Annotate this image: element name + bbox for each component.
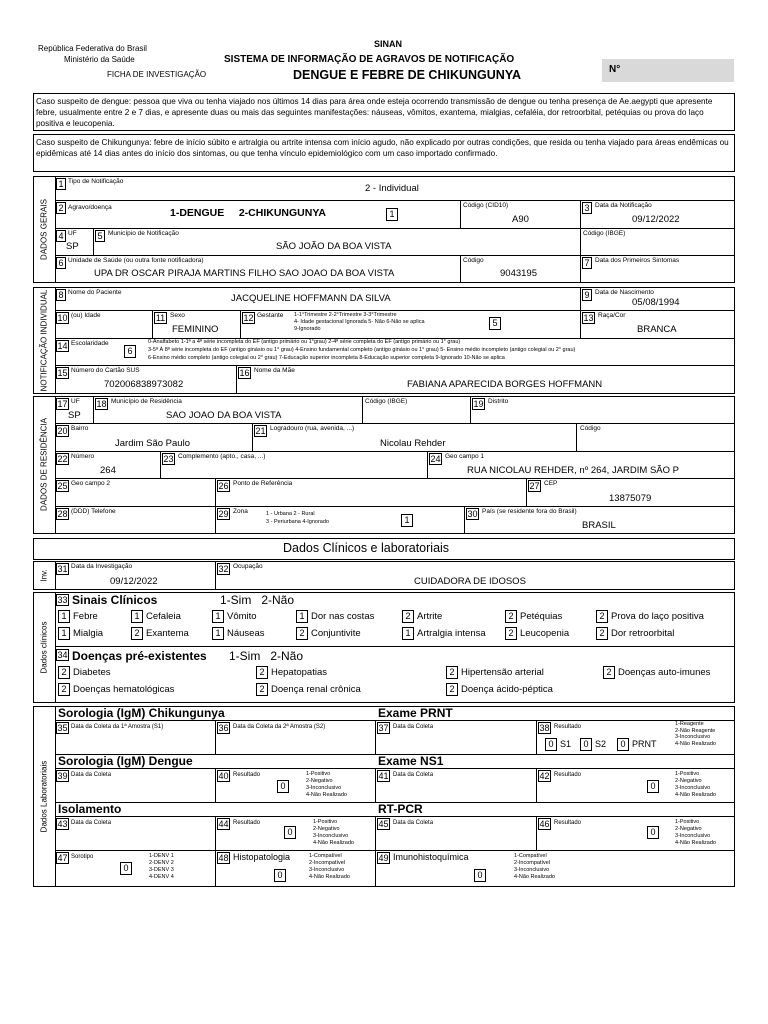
res-uf-value[interactable]: SP xyxy=(68,410,81,421)
patient-name-label: Nome do Paciente xyxy=(68,289,122,296)
pregnancy-value[interactable]: 5 xyxy=(489,317,501,330)
sign-checkbox[interactable]: 1 xyxy=(212,610,224,623)
sign-label: Artrite xyxy=(417,611,443,622)
country-label: País (se residente fora do Brasil) xyxy=(482,508,577,515)
disease-checkbox[interactable]: 2 xyxy=(603,666,615,679)
country-value[interactable]: BRASIL xyxy=(582,520,616,531)
geo1-label: Geo campo 1 xyxy=(445,453,485,460)
prnt-result-text: PRNT xyxy=(632,739,657,749)
disease-label: Hepatopatias xyxy=(271,667,327,678)
disease-label: Agravo/doença xyxy=(68,204,112,211)
disease-value[interactable]: 1 xyxy=(386,208,398,221)
pregnancy-label: Gestante xyxy=(257,312,284,319)
s1-date-label: Data da Coleta da 1ª Amostra (S1) xyxy=(71,724,164,730)
disease-checkbox[interactable]: 2 xyxy=(446,683,458,696)
cep-label: CEP xyxy=(544,480,558,487)
sign-label: Mialgia xyxy=(73,628,104,639)
education-options-2: 3-5ª À 8ª série incompleta do EF (antigo ginásio ou 1° grau) 4-Ensino fundamental completo (antigo ginásio ou 1° grau) 5- Ensino médio incompleto (antigo colegial ou 2° grau) xyxy=(148,347,576,353)
prnt-result-legend: 1-Reagente 2-Não Reagente 3-Inconclusivo 4-Não Realizado xyxy=(675,721,716,747)
geo2-label: Geo campo 2 xyxy=(71,480,111,487)
uf-value[interactable]: SP xyxy=(66,241,79,252)
section-label-notif: NOTIFICAÇÃO INDIVIDUAL xyxy=(39,289,49,392)
pregnancy-options-3: 9-Ignorado xyxy=(294,326,321,332)
histopathology-value[interactable]: 0 xyxy=(274,869,286,882)
sus-card-value[interactable]: 702006838973082 xyxy=(104,379,184,390)
s1-result-value[interactable]: 0 xyxy=(545,738,557,751)
sign-label: Artralgia intensa xyxy=(417,628,486,639)
disease-checkbox[interactable]: 2 xyxy=(446,666,458,679)
health-unit-label: Unidade de Saúde (ou outra fonte notificadora) xyxy=(68,257,204,264)
record-number-label: N° xyxy=(609,64,621,75)
serotype-legend: 1-DENV 1 2-DENV 2 3-DENV 3 4-DENV 4 xyxy=(149,853,174,880)
number-label: Número xyxy=(71,453,95,460)
sign-label: Febre xyxy=(73,611,98,622)
investigation-date-label: Data da Investigação xyxy=(71,563,133,570)
complement-label: Complemento (apto., casa, ...) xyxy=(178,453,266,460)
birth-date-value[interactable]: 05/08/1994 xyxy=(632,297,680,308)
age-label: (ou) Idade xyxy=(71,312,101,319)
sign-label: Exantema xyxy=(146,628,189,639)
system-title: SISTEMA DE INFORMAÇÃO DE AGRAVOS DE NOTIFICAÇÃO xyxy=(224,54,515,65)
sign-checkbox[interactable]: 2 xyxy=(596,627,608,640)
notification-type-value[interactable]: 2 - Individual xyxy=(365,183,419,194)
prnt-title: Exame PRNT xyxy=(378,706,453,720)
signs-legend: 1-Sim 2-Não xyxy=(220,593,295,607)
s1-result-label: S1 xyxy=(560,739,572,749)
record-number-box[interactable] xyxy=(602,59,734,82)
res-uf-label: UF xyxy=(71,398,80,405)
health-unit-value[interactable]: UPA DR OSCAR PIRAJA MARTINS FILHO SAO JOAO DA BOA VISTA xyxy=(94,268,395,279)
notification-date-label: Data da Notificação xyxy=(595,202,652,209)
s2-result-label: S2 xyxy=(595,739,607,749)
rtpcr-result-legend: 1-Positivo 2-Negativo 3-Inconclusivo 4-Não Realizado xyxy=(675,819,716,846)
disease-label: Hipertensão arterial xyxy=(461,667,544,678)
serotype-value[interactable]: 0 xyxy=(120,862,132,875)
geo1-value[interactable]: RUA NICOLAU REHDER, nº 264, JARDIM SÃO P xyxy=(467,465,679,476)
form-title: DENGUE E FEBRE DE CHIKUNGUNYA xyxy=(293,68,522,82)
mother-name-label: Nome da Mãe xyxy=(254,367,295,374)
zone-options-2: 3 - Periurbana 4-Ignorado xyxy=(266,519,329,525)
sign-label: Dor nas costas xyxy=(311,611,375,622)
dengue-result-legend: 1-Positivo 2-Negativo 3-Inconclusivo 4-Não Realizado xyxy=(306,771,347,798)
race-value[interactable]: BRANCA xyxy=(637,324,677,335)
dengue-date-label: Data da Coleta xyxy=(71,772,112,778)
neighborhood-value[interactable]: Jardim São Paulo xyxy=(115,438,190,449)
prnt-result-value[interactable]: 0 xyxy=(617,738,629,751)
disease-checkbox[interactable]: 2 xyxy=(58,666,70,679)
neighborhood-label: Bairro xyxy=(71,425,89,432)
sign-checkbox[interactable]: 2 xyxy=(505,627,517,640)
disease-options: 1-DENGUE 2-CHIKUNGUNYA xyxy=(170,207,326,219)
municipality-label: Município de Notificação xyxy=(108,230,179,237)
reference-label: Ponto de Referência xyxy=(233,480,293,487)
prnt-date-label: Data da Coleta xyxy=(393,724,434,730)
cid-value[interactable]: A90 xyxy=(512,214,529,225)
res-ibge-label: Código (IBGE) xyxy=(365,398,408,405)
rtpcr-date-label: Data da Coleta xyxy=(393,820,434,826)
disease-checkbox[interactable]: 2 xyxy=(58,683,70,696)
immunohistochemistry-legend: 1-Compatível 2-Incompatível 3-Inconclusivo 4-Não Realizado xyxy=(514,853,555,880)
sign-label: Dor retroorbital xyxy=(611,628,675,639)
isolation-result-label: Resultado xyxy=(233,820,261,826)
rtpcr-title: RT-PCR xyxy=(378,802,423,816)
isolation-result-value[interactable]: 0 xyxy=(284,826,296,839)
sign-checkbox[interactable]: 1 xyxy=(212,627,224,640)
ns1-result-legend: 1-Positivo 2-Negativo 3-Inconclusivo 4-Não Realizado xyxy=(675,771,716,798)
occupation-value[interactable]: CUIDADORA DE IDOSOS xyxy=(414,576,526,587)
street-code-label: Código xyxy=(580,425,601,432)
sign-checkbox[interactable]: 1 xyxy=(402,627,414,640)
res-municipality-label: Município de Residência xyxy=(111,398,182,405)
ns1-title: Exame NS1 xyxy=(378,754,444,768)
rtpcr-result-label: Resultado xyxy=(554,820,582,826)
disease-label: Doenças hematológicas xyxy=(73,684,175,695)
first-symptoms-label: Data dos Primeiros Sintomas xyxy=(595,257,680,264)
section-label-inv: Inv. xyxy=(39,569,49,582)
zone-value[interactable]: 1 xyxy=(401,514,413,527)
street-value[interactable]: Nicolau Rehder xyxy=(380,438,446,449)
sign-label: Náuseas xyxy=(227,628,265,639)
diseases-title: Doenças pré-existentes xyxy=(72,649,207,663)
education-value[interactable]: 6 xyxy=(124,345,136,358)
sign-checkbox[interactable]: 1 xyxy=(58,610,70,623)
gov-line-2: Ministério da Saúde xyxy=(64,55,135,64)
notification-type-label: Tipo de Notificação xyxy=(68,178,124,185)
section-label-clin: Dados clínicos xyxy=(39,621,49,674)
disease-checkbox[interactable]: 2 xyxy=(256,666,268,679)
sex-label: Sexo xyxy=(170,312,185,319)
street-label: Logradouro (rua, avenida, ...) xyxy=(270,425,355,432)
ns1-result-label: Resultado xyxy=(554,772,582,778)
sus-card-label: Número do Cartão SUS xyxy=(71,367,140,374)
sign-label: Leucopenia xyxy=(520,628,570,639)
s2-date-label: Data da Coleta da 2ª Amostra (S2) xyxy=(233,724,326,730)
serotype-label: Sorotipo xyxy=(71,854,94,860)
section-label-gerais: DADOS GERAIS xyxy=(39,199,49,260)
sign-label: Cefaleia xyxy=(146,611,181,622)
section-label-resid: DADOS DE RESIDÊNCIA xyxy=(39,418,49,511)
district-label: Distrito xyxy=(488,398,509,405)
cep-value[interactable]: 13875079 xyxy=(609,493,652,504)
immunohistochemistry-label: Imunohistoquímica xyxy=(393,852,469,862)
zone-options-1: 1 - Urbana 2 - Rural xyxy=(266,511,315,517)
mother-name-value[interactable]: FABIANA APARECIDA BORGES HOFFMANN xyxy=(407,379,603,390)
sign-label: Conjuntivite xyxy=(311,628,361,639)
isolation-title: Isolamento xyxy=(58,802,122,816)
s2-result-value[interactable]: 0 xyxy=(580,738,592,751)
disease-label: Diabetes xyxy=(73,667,111,678)
immunohistochemistry-value[interactable]: 0 xyxy=(474,869,486,882)
education-options-1: 0-Analfabeto 1-1ª a 4ª série incompleta do EF (antigo primário ou 1°grau) 2-4ª série completa do EF (antigo primário ou 1° grau) xyxy=(148,339,461,345)
disease-label: Doenças auto-imunes xyxy=(618,667,711,678)
isolation-result-legend: 1-Positivo 2-Negativo 3-Inconclusivo 4-Não Realizado xyxy=(313,819,354,846)
form-type: FICHA DE INVESTIGAÇÃO xyxy=(107,70,207,79)
birth-date-label: Data de Nascimento xyxy=(595,289,654,296)
phone-label: (DDD) Telefone xyxy=(71,508,116,515)
section-label-lab: Dados Laboratoriais xyxy=(39,760,49,833)
dengue-result-value[interactable]: 0 xyxy=(277,780,289,793)
histopathology-legend: 1-Compatível 2-Incompatível 3-Inconclusivo 4-Não Realizado xyxy=(309,853,350,880)
disease-label: Doença renal crônica xyxy=(271,684,361,695)
ibge-label: Código (IBGE) xyxy=(583,230,626,237)
sex-value[interactable]: FEMININO xyxy=(172,324,219,335)
sign-checkbox[interactable]: 1 xyxy=(58,627,70,640)
gov-line-1: República Federativa do Brasil xyxy=(38,44,147,53)
disease-label: Doença ácido-péptica xyxy=(461,684,553,695)
clinical-title: Dados Clínicos e laboratoriais xyxy=(283,541,450,555)
disease-checkbox[interactable]: 2 xyxy=(256,683,268,696)
sign-checkbox[interactable]: 2 xyxy=(131,627,143,640)
isolation-date-label: Data da Coleta xyxy=(71,820,112,826)
sign-checkbox[interactable]: 2 xyxy=(505,610,517,623)
chik-definition: Caso suspeito de Chikungunya: febre de início súbito e artralgia ou artrite intensa com início agudo, não explicado por outras condições, que resida ou tenha viajado para áreas endêmicas ou epidêmicas até 14 dias antes do início dos sintomas, ou que tenha vínculo epidemiológico com um caso importado confirmado. xyxy=(36,138,729,158)
sign-checkbox[interactable]: 1 xyxy=(131,610,143,623)
diseases-legend: 1-Sim 2-Não xyxy=(229,649,304,663)
sign-label: Prova do laço positiva xyxy=(611,611,704,622)
education-options-3: 6-Ensino médio completo (antigo colegial ou 2° grau) 7-Educação superior incompleta 8-Educação superior completa 9-Ignorado 10-Não se aplica xyxy=(148,355,505,361)
sign-checkbox[interactable]: 1 xyxy=(296,610,308,623)
dengue-definition: Caso suspeito de dengue: pessoa que viva ou tenha viajado nos últimos 14 dias para área onde esteja ocorrendo transmissão de dengue ou tenha presença de Ae.aegypti que apresente febre, usualmente entre 2 e 7 dias, e apresente duas ou mais das seguintes manifestações: náuseas, vômitos, exantema, mialgias, cefaléia, dor retroorbital, petéquias ou prova do laço positiva e leucopenia. xyxy=(36,97,713,128)
sign-checkbox[interactable]: 2 xyxy=(402,610,414,623)
ns1-date-label: Data da Coleta xyxy=(393,772,434,778)
health-unit-code-label: Código xyxy=(463,257,484,264)
number-value[interactable]: 264 xyxy=(100,465,116,476)
uf-label: UF xyxy=(68,230,77,237)
race-label: Raça/Cor xyxy=(598,312,626,319)
rtpcr-result-value[interactable]: 0 xyxy=(647,826,659,839)
notification-date-value[interactable]: 09/12/2022 xyxy=(632,214,680,225)
dengue-serology-title: Sorologia (IgM) Dengue xyxy=(58,754,193,768)
zone-label: Zona xyxy=(233,508,248,515)
health-unit-code-value[interactable]: 9043195 xyxy=(500,268,537,279)
investigation-date-value[interactable]: 09/12/2022 xyxy=(110,576,158,587)
patient-name-value[interactable]: JACQUELINE HOFFMANN DA SILVA xyxy=(231,293,391,304)
pregnancy-options-1: 1-1°Trimestre 2-2°Trimestre 3-3°Trimestre xyxy=(294,312,397,318)
pregnancy-options-2: 4- Idade gestacional Ignorada 5- Não 6-Não se aplica xyxy=(294,319,425,325)
cid-label: Código (CID10) xyxy=(463,202,509,209)
prnt-result-label: Resultado xyxy=(554,724,582,730)
res-municipality-value[interactable]: SAO JOAO DA BOA VISTA xyxy=(166,410,282,421)
histopathology-label: Histopatologia xyxy=(233,852,291,862)
sign-label: Petéquias xyxy=(520,611,563,622)
sign-checkbox[interactable]: 2 xyxy=(296,627,308,640)
sign-checkbox[interactable]: 2 xyxy=(596,610,608,623)
signs-title: Sinais Clínicos xyxy=(72,593,158,607)
ns1-result-value[interactable]: 0 xyxy=(647,780,659,793)
occupation-label: Ocupação xyxy=(233,563,263,570)
education-label: Escolaridade xyxy=(71,340,109,347)
sign-label: Vômito xyxy=(227,611,257,622)
municipality-value[interactable]: SÃO JOÃO DA BOA VISTA xyxy=(276,241,392,252)
dengue-result-label: Resultado xyxy=(233,772,261,778)
chik-serology-title: Sorologia (IgM) Chikungunya xyxy=(58,706,225,720)
sinan-title: SINAN xyxy=(374,39,403,49)
